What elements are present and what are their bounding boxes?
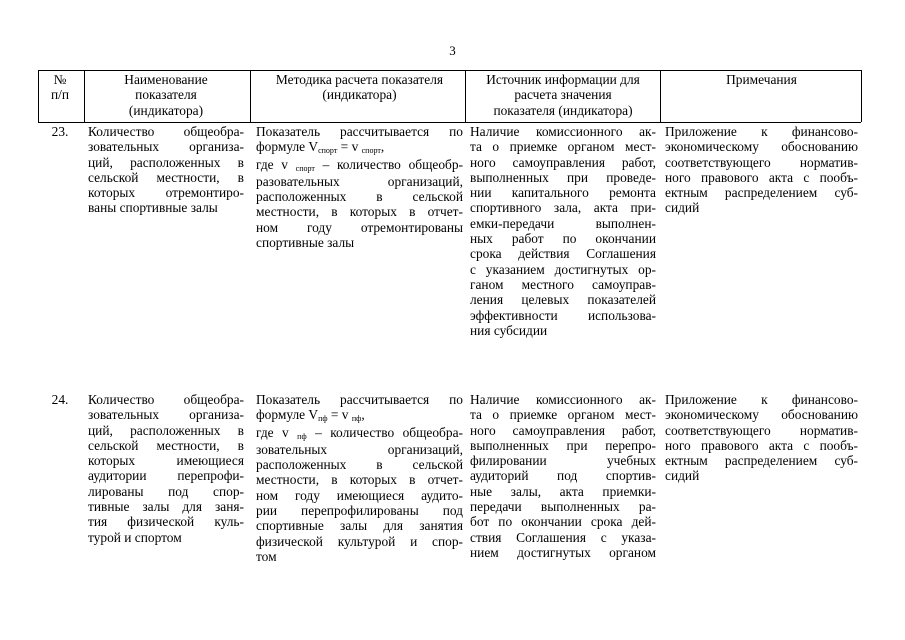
row-text: с указанием достигнутых ор- bbox=[470, 261, 656, 277]
header-text: Наименование bbox=[124, 72, 208, 87]
header-method bbox=[256, 72, 463, 103]
row-23-notes bbox=[665, 124, 858, 216]
row-text: ганом местного самоуправ- bbox=[470, 276, 656, 292]
header-text: (индикатора) bbox=[128, 102, 204, 118]
row-text: сельской местности, в bbox=[88, 169, 244, 185]
row-text: спортивного зала, акта при- bbox=[470, 200, 656, 216]
row-text: ного правового акта с пообъ- bbox=[665, 437, 858, 453]
row-text: ций, расположенных в bbox=[88, 154, 244, 170]
header-text: показателя bbox=[135, 87, 197, 103]
row-text: экономическому обоснованию bbox=[665, 139, 858, 155]
row-text: ные залы, акта приемки- bbox=[470, 483, 656, 499]
header-border-2 bbox=[250, 70, 251, 122]
row-text: ном году имеющиеся аудито- bbox=[256, 487, 463, 503]
row-text: рии перепрофилированы под bbox=[256, 503, 463, 519]
row-text: местности, в которых в отчет- bbox=[256, 472, 463, 488]
row-text: бот по окончании срока дей- bbox=[470, 514, 656, 530]
row-text: разовательных организаций, bbox=[256, 173, 463, 189]
header-text: показателя (индикатора) bbox=[493, 102, 633, 118]
header-num bbox=[40, 72, 80, 103]
row-text: ций, расположенных в bbox=[88, 422, 244, 438]
row-text: турой и спортом bbox=[88, 529, 182, 545]
row-text: расположенных в сельской bbox=[256, 189, 463, 205]
row-text: аудитории перепрофи- bbox=[88, 468, 244, 484]
row-24-notes bbox=[665, 392, 858, 484]
row-text: Наличие комиссионного ак- bbox=[470, 392, 656, 407]
row-text: физической культурой и спор- bbox=[256, 533, 463, 549]
row-23-name bbox=[88, 124, 244, 216]
row-text: передачи выполненных ра- bbox=[470, 499, 656, 515]
formula-line: формуле $V_{пф} = v$ $_{пф}$, bbox=[256, 407, 365, 424]
row-text: лированы под спор- bbox=[88, 483, 244, 499]
row-text: нии капитального ремонта bbox=[470, 185, 656, 201]
row-text: зовательных организаций, bbox=[256, 441, 463, 457]
row-text: ния субсидии bbox=[470, 322, 548, 338]
row-text: соответствующего норматив- bbox=[665, 154, 858, 170]
row-text: эффективности использова- bbox=[470, 307, 656, 323]
header-text: (индикатора) bbox=[322, 87, 397, 103]
header-source bbox=[470, 72, 656, 118]
row-text: Наличие комиссионного ак- bbox=[470, 124, 656, 139]
row-text: тивные залы для заня- bbox=[88, 499, 244, 515]
row-text: Показатель рассчитывается по bbox=[256, 124, 463, 139]
row-text: ного правового акта с пообъ- bbox=[665, 169, 858, 185]
row-text: которых имеющиеся bbox=[88, 453, 244, 469]
row-text: Приложение к финансово- bbox=[665, 124, 858, 139]
header-border-left bbox=[38, 70, 39, 122]
row-text: ном году отремонтированы bbox=[256, 219, 463, 235]
row-text: ных работ по окончании bbox=[470, 231, 656, 247]
row-text: тия физической куль- bbox=[88, 514, 244, 530]
header-text: № bbox=[53, 72, 67, 87]
row-text: ектным распределением суб- bbox=[665, 185, 858, 201]
row-text: выполненных при перепро- bbox=[470, 437, 656, 453]
row-text: ствия Соглашения с указа- bbox=[470, 529, 656, 545]
row-text: которых отремонтиро- bbox=[88, 185, 244, 201]
header-border-4 bbox=[660, 70, 661, 122]
row-24-method bbox=[256, 392, 463, 564]
row-text: ваны спортивные залы bbox=[88, 200, 218, 216]
row-text: Показатель рассчитывается по bbox=[256, 392, 463, 407]
row-text: Приложение к финансово- bbox=[665, 392, 858, 407]
row-text: емки-передачи выполнен- bbox=[470, 215, 656, 231]
row-text: соответствующего норматив- bbox=[665, 422, 858, 438]
formula-definition: где v $_{спорт}$ – количество общеобр- bbox=[256, 156, 463, 173]
row-text: спортивные залы для занятия bbox=[256, 518, 463, 534]
row-text: нием достигнутых органом bbox=[470, 544, 656, 560]
header-bottom-border bbox=[38, 122, 861, 123]
row-text: та о приемке органом мест- bbox=[470, 407, 656, 423]
row-23-number: 23. bbox=[51, 124, 69, 139]
row-text: сидий bbox=[665, 200, 700, 216]
row-text: зовательных организа- bbox=[88, 139, 244, 155]
table-top-border bbox=[38, 70, 861, 71]
row-text: срока действия Соглашения bbox=[470, 246, 656, 262]
row-text: спортивные залы bbox=[256, 235, 355, 251]
row-24-number: 24. bbox=[51, 392, 69, 407]
row-24-name bbox=[88, 392, 244, 545]
row-text: расположенных в сельской bbox=[256, 457, 463, 473]
row-text: Количество общеобра- bbox=[88, 124, 244, 139]
row-text: экономическому обоснованию bbox=[665, 407, 858, 423]
row-text: ного самоуправления работ, bbox=[470, 154, 656, 170]
page-number: 3 bbox=[449, 43, 456, 58]
row-24-source bbox=[470, 392, 656, 560]
header-text: Методика расчета показателя bbox=[275, 72, 444, 87]
header-text: расчета значения bbox=[514, 87, 612, 103]
row-23-method bbox=[256, 124, 463, 250]
row-text: ектным распределением суб- bbox=[665, 453, 858, 469]
row-text: ления целевых показателей bbox=[470, 292, 656, 308]
header-border-right bbox=[861, 70, 862, 122]
row-text: сидий bbox=[665, 468, 700, 484]
header-border-1 bbox=[84, 70, 85, 122]
formula-definition: где v $_{пф}$ – количество общеобра- bbox=[256, 424, 463, 441]
header-name bbox=[88, 72, 244, 118]
row-text: аудиторий под спортив- bbox=[470, 468, 656, 484]
header-notes bbox=[665, 72, 858, 87]
row-text: том bbox=[256, 548, 277, 564]
row-text: зовательных организа- bbox=[88, 407, 244, 423]
row-text: филировании учебных bbox=[470, 453, 656, 469]
row-text: сельской местности, в bbox=[88, 437, 244, 453]
header-border-3 bbox=[465, 70, 466, 122]
header-text: Источник информации для bbox=[486, 72, 640, 87]
row-text: выполненных при проведе- bbox=[470, 169, 656, 185]
header-text: Примечания bbox=[726, 72, 797, 87]
formula-line: формуле $V_{спорт} = v$ $_{спорт}$, bbox=[256, 139, 385, 156]
row-text: местности, в которых в отчет- bbox=[256, 204, 463, 220]
row-23-source bbox=[470, 124, 656, 338]
row-text: ного самоуправления работ, bbox=[470, 422, 656, 438]
row-text: Количество общеобра- bbox=[88, 392, 244, 407]
row-text: та о приемке органом мест- bbox=[470, 139, 656, 155]
header-text: п/п bbox=[50, 87, 70, 103]
